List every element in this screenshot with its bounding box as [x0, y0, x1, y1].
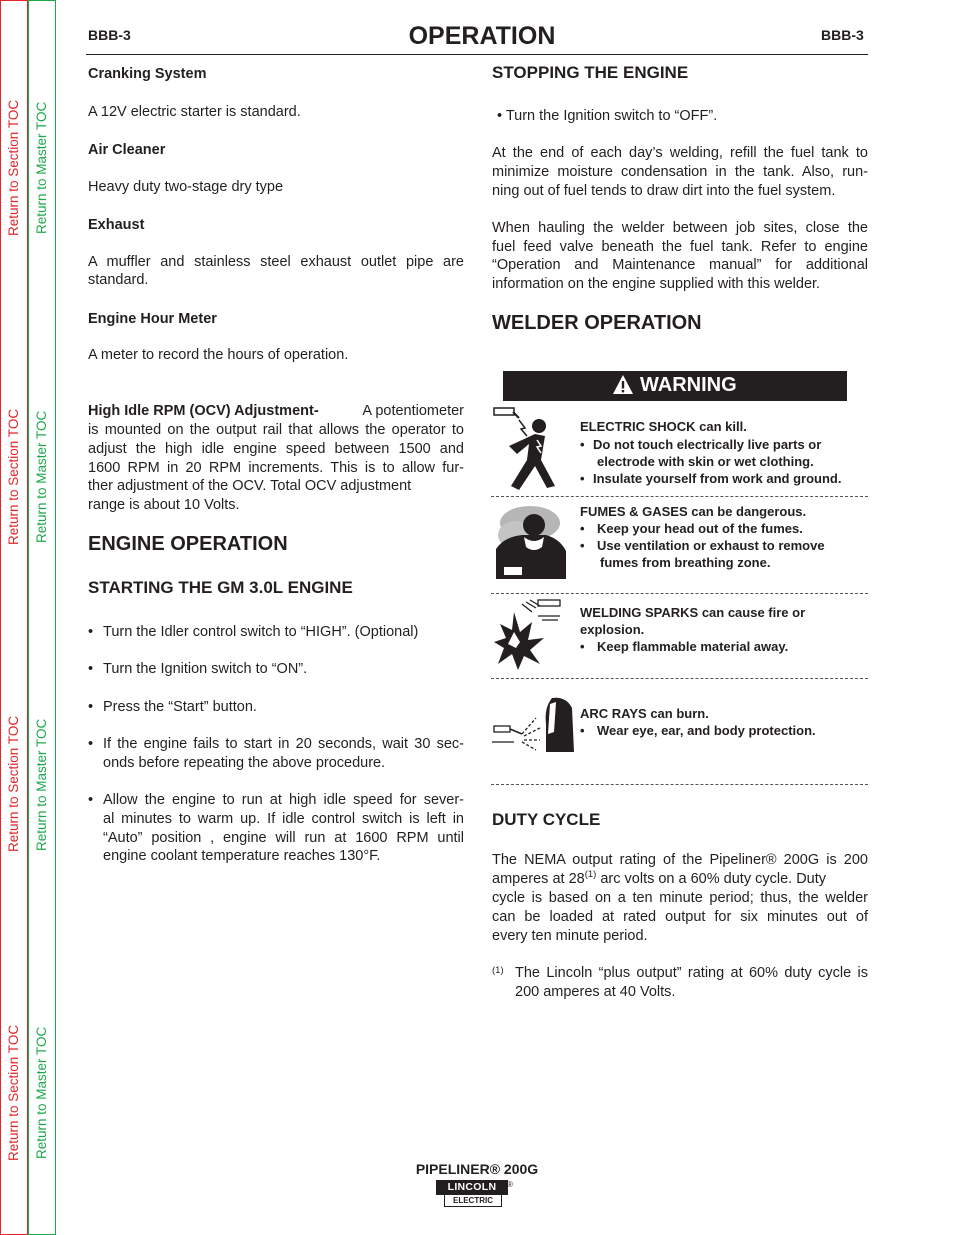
high-idle-text-line: A potentiometer [362, 403, 464, 419]
fumes-icon [494, 503, 572, 579]
header-rule [86, 54, 868, 55]
stop-paragraph-line: When hauling the welder between job sites, close the [492, 220, 868, 236]
hazard-divider [491, 593, 868, 594]
shock-item: electrode with skin or wet clothing. [597, 454, 814, 469]
logo-bottom: ELECTRIC [444, 1194, 502, 1207]
fumes-item: fumes from breathing zone. [600, 555, 771, 570]
stop-paragraph-line: ning out of fuel tends to draw dirt into the fuel system. [492, 183, 836, 199]
arc-rays-title: ARC RAYS can burn. [580, 706, 709, 721]
page-code-right: BBB-3 [821, 27, 864, 43]
section-toc-link[interactable]: Return to Section TOC [6, 99, 21, 236]
hazard-bullet: • [580, 471, 585, 486]
air-cleaner-heading: Air Cleaner [88, 142, 166, 158]
high-idle-text-line: range is about 10 Volts. [88, 497, 240, 513]
master-toc-link[interactable]: Return to Master TOC [34, 718, 49, 851]
duty-cycle-heading: DUTY CYCLE [492, 810, 601, 829]
stop-paragraph-line: fuel feed valve beneath the fuel tank. Refer to engine [492, 239, 868, 255]
welding-sparks-icon [492, 598, 576, 672]
duty-cycle-line: can be loaded at rated output for six minutes out of [492, 909, 868, 925]
hazard-divider [491, 496, 868, 497]
start-step-continued: engine coolant temperature reaches 130°F. [103, 848, 381, 864]
warning-triangle-icon [612, 374, 634, 396]
fumes-item: Use ventilation or exhaust to remove [597, 538, 825, 553]
hazard-bullet: • [580, 437, 585, 452]
exhaust-heading: Exhaust [88, 217, 145, 233]
shock-title: ELECTRIC SHOCK can kill. [580, 419, 747, 434]
starting-engine-heading: STARTING THE GM 3.0L ENGINE [88, 578, 353, 597]
shock-item: Do not touch electrically live parts or [593, 437, 822, 452]
hazard-bullet: • [580, 723, 585, 738]
hazard-bullet: • [580, 639, 585, 654]
arc-rays-item: Wear eye, ear, and body protection. [597, 723, 816, 738]
footer-model-name: PIPELINER® 200G [415, 1161, 539, 1177]
duty-cycle-line: The NEMA output rating of the Pipeliner® 200G is 200 [492, 852, 868, 868]
air-cleaner-text: Heavy duty two-stage dry type [88, 179, 284, 195]
stop-paragraph-line: information on the engine supplied with this welder. [492, 276, 821, 292]
sparks-item: Keep flammable material away. [597, 639, 789, 654]
start-step-continued: onds before repeating the above procedure. [103, 755, 386, 771]
start-step-continued: al minutes to warm up. If idle control switch is left in [103, 811, 464, 827]
footnote-marker: (1) [492, 965, 504, 976]
duty-cycle-line: cycle is based on a ten minute period; thus, the welder [492, 890, 868, 906]
stop-paragraph-line: At the end of each day’s welding, refill the fuel tank to [492, 145, 868, 161]
page-title: OPERATION [408, 22, 556, 50]
stop-paragraph-line: “Operation and Maintenance manual” for additional [492, 257, 868, 273]
hazard-divider [491, 784, 868, 785]
master-toc-link[interactable]: Return to Master TOC [34, 101, 49, 234]
left-column [88, 65, 464, 84]
cranking-heading: Cranking System [88, 66, 207, 82]
duty-cycle-line: every ten minute period. [492, 928, 648, 944]
high-idle-text-line: is mounted on the output rail that allows the operator to [88, 422, 464, 438]
warning-label: WARNING [640, 374, 737, 396]
welder-operation-heading: WELDER OPERATION [492, 312, 702, 334]
stop-step: • Turn the Ignition switch to “OFF”. [497, 108, 718, 124]
exhaust-text-line: A muffler and stainless steel exhaust outlet pipe are [88, 254, 464, 270]
hazard-divider [491, 678, 868, 679]
section-toc-link[interactable]: Return to Section TOC [6, 408, 21, 545]
section-toc-link[interactable]: Return to Section TOC [6, 715, 21, 852]
electric-shock-icon [491, 406, 561, 494]
engine-operation-heading: ENGINE OPERATION [88, 533, 288, 555]
hazard-bullet: • [580, 538, 585, 553]
high-idle-text-line: adjust the high idle engine speed between 1500 and [88, 441, 464, 457]
hour-meter-text: A meter to record the hours of operation. [88, 347, 349, 363]
footnote-line: 200 amperes at 40 Volts. [515, 984, 676, 1000]
high-idle-text-line: ther adjustment of the OCV. Total OCV adjustment [88, 478, 412, 494]
page-code-left: BBB-3 [88, 27, 131, 43]
stopping-engine-heading: STOPPING THE ENGINE [492, 63, 689, 82]
hour-meter-heading: Engine Hour Meter [88, 311, 217, 327]
sparks-title-cont: explosion. [580, 622, 645, 637]
logo-top: LINCOLN [436, 1180, 508, 1195]
shock-item: Insulate yourself from work and ground. [593, 471, 842, 486]
fumes-item: Keep your head out of the fumes. [597, 521, 803, 536]
footnote-line: The Lincoln “plus output” rating at 60% duty cycle is [515, 965, 868, 981]
section-toc-link[interactable]: Return to Section TOC [6, 1024, 21, 1161]
high-idle-text-line: 1600 RPM in 20 RPM increments. This is to allow fur- [88, 460, 464, 476]
fumes-title: FUMES & GASES can be dangerous. [580, 504, 807, 519]
exhaust-text-line: standard. [88, 272, 149, 288]
master-toc-link[interactable]: Return to Master TOC [34, 410, 49, 543]
master-toc-link[interactable]: Return to Master TOC [34, 1026, 49, 1159]
lincoln-electric-logo [436, 1180, 512, 1206]
duty-cycle-line: amperes at 28$^{(1)}$ arc volts on a 60% duty cycle. Duty [492, 869, 827, 887]
warning-banner [503, 371, 847, 401]
start-step-continued: “Auto” position , engine will run at 1600 RPM until [103, 830, 464, 846]
hazard-bullet: • [580, 521, 585, 536]
sparks-title: WELDING SPARKS can cause fire or [580, 605, 806, 620]
stop-paragraph-line: minimize moisture condensation in the tank. Also, run- [492, 164, 868, 180]
cranking-text: A 12V electric starter is standard. [88, 104, 301, 120]
arc-rays-icon [492, 694, 576, 754]
logo-registered: ® [507, 1180, 513, 1189]
high-idle-heading: High Idle RPM (OCV) Adjustment- [88, 403, 319, 419]
